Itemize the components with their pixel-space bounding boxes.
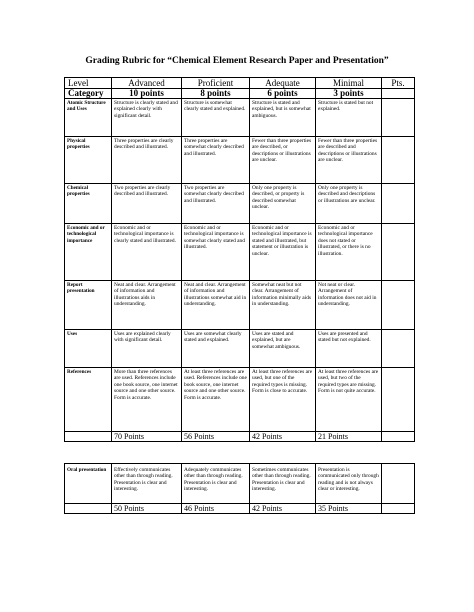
pts-cell bbox=[382, 464, 415, 504]
oral-total-minimal: 35 Points bbox=[316, 504, 382, 514]
total-minimal: 21 Points bbox=[316, 432, 382, 442]
rubric-cell: Adequately communicates other than through reading. Presentation is clear and interesting. bbox=[182, 464, 250, 504]
rubric-cell: Sometimes communicates other than through reading. Presentation is clear and interesting. bbox=[250, 464, 316, 504]
rubric-cell: Presentation is communicated only through reading and is not always clear or interesting. bbox=[316, 464, 382, 504]
rubric-cell: Uses are somewhat clearly stated and explained. bbox=[182, 330, 250, 368]
pts-cell bbox=[382, 184, 415, 224]
rubric-cell: Uses are stated and explained, but are somewhat ambiguous. bbox=[250, 330, 316, 368]
table-row bbox=[65, 184, 415, 224]
col-minimal-header: Minimal bbox=[316, 78, 382, 89]
rubric-cell: Two properties are clearly described and illustrated. bbox=[112, 184, 182, 224]
rubric-cell: More than three references are used. References include one book source, one internet source and one other source. Form is accurate. bbox=[112, 368, 182, 432]
rubric-cell: Only one property is described, or property is described somewhat unclear. bbox=[250, 184, 316, 224]
pts-header: Pts. bbox=[382, 78, 415, 89]
rubric-cell: At least three references are used, but two of the required types are missing. Form is not quite accurate. bbox=[316, 368, 382, 432]
row-category: Atomic Structure and Uses bbox=[65, 99, 112, 137]
oral-total-adequate: 42 Points bbox=[250, 504, 316, 514]
col-proficient-points: 8 points bbox=[182, 89, 250, 99]
pts-cell bbox=[382, 368, 415, 432]
rubric-cell: Structure is clearly stated and explained clearly with significant detail. bbox=[112, 99, 182, 137]
header-level-row bbox=[65, 78, 415, 89]
rubric-cell: Three properties are clearly described and illustrated. bbox=[112, 137, 182, 184]
table-row bbox=[65, 464, 415, 504]
rubric-cell: Neat and clear. Arrangement of information and illustrations somewhat aid in understanding. bbox=[182, 281, 250, 330]
rubric-cell: Not neat or clear. Arrangement of information does not aid in understanding. bbox=[316, 281, 382, 330]
oral-total-advanced: 50 Points bbox=[112, 504, 182, 514]
rubric-cell: Only one property is described and descriptions or illustrations are unclear. bbox=[316, 184, 382, 224]
table-row bbox=[65, 224, 415, 281]
col-adequate-points: 6 points bbox=[250, 89, 316, 99]
rubric-cell: Economic and or technological importance does not stated or illustrated, or there is no illustration. bbox=[316, 224, 382, 281]
page-title: Grading Rubric for “Chemical Element Research Paper and Presentation” bbox=[85, 56, 389, 66]
pts-cell bbox=[382, 224, 415, 281]
table-row bbox=[65, 99, 415, 137]
rubric-cell: Structure is somewhat clearly stated and explained. bbox=[182, 99, 250, 137]
level-header: Level bbox=[65, 78, 112, 89]
rubric-cell: Somewhat neat but not clear. Arrangement of information minimally aids in understanding. bbox=[250, 281, 316, 330]
rubric-cell: Effectively communicates other than through reading. Presentation is clear and interesting. bbox=[112, 464, 182, 504]
pts-cell bbox=[382, 137, 415, 184]
rubric-cell: Fewer than three properties are described and descriptions or illustrations are unclear. bbox=[316, 137, 382, 184]
col-advanced-header: Advanced bbox=[112, 78, 182, 89]
total-pts-blank bbox=[382, 432, 415, 442]
pts-cell bbox=[382, 330, 415, 368]
oral-presentation-table bbox=[64, 463, 415, 514]
table-row bbox=[65, 330, 415, 368]
rubric-table bbox=[64, 77, 415, 442]
row-category: Report presentation bbox=[65, 281, 112, 330]
rubric-cell: Economic and or technological importance is stated and illustrated, but statement or illustration is unclear. bbox=[250, 224, 316, 281]
col-proficient-header: Proficient bbox=[182, 78, 250, 89]
rubric-cell: Fewer than three properties are described, or descriptions or illustrations are unclear. bbox=[250, 137, 316, 184]
row-category: Uses bbox=[65, 330, 112, 368]
total-proficient: 56 Points bbox=[182, 432, 250, 442]
rubric-cell: Uses are explained clearly with significant detail. bbox=[112, 330, 182, 368]
row-category: Economic and or technological importance bbox=[65, 224, 112, 281]
totals-label-blank bbox=[65, 432, 112, 442]
rubric-cell: At least three references are used. References include one book source, one internet source and one other source. Form is accurate. bbox=[182, 368, 250, 432]
pts-cell bbox=[382, 99, 415, 137]
table-row bbox=[65, 137, 415, 184]
totals-label-blank bbox=[65, 504, 112, 514]
rubric-cell: At least three references are used, but one of the required types is missing. Form is close to accurate. bbox=[250, 368, 316, 432]
table-row bbox=[65, 281, 415, 330]
total-advanced: 70 Points bbox=[112, 432, 182, 442]
rubric-cell: Structure is stated and explained, but is somewhat ambiguous. bbox=[250, 99, 316, 137]
oral-total-pts-blank bbox=[382, 504, 415, 514]
totals-row bbox=[65, 504, 415, 514]
row-category: References bbox=[65, 368, 112, 432]
rubric-cell: Economic and or technological importance is somewhat clearly stated and illustrated. bbox=[182, 224, 250, 281]
col-advanced-points: 10 points bbox=[112, 89, 182, 99]
total-adequate: 42 Points bbox=[250, 432, 316, 442]
rubric-cell: Two properties are somewhat clearly described and illustrated. bbox=[182, 184, 250, 224]
row-category: Oral presentation bbox=[65, 464, 112, 504]
oral-total-proficient: 46 Points bbox=[182, 504, 250, 514]
category-header: Category bbox=[65, 89, 112, 99]
pts-cell bbox=[382, 281, 415, 330]
rubric-cell: Structure is stated but not explained. bbox=[316, 99, 382, 137]
row-category: Physical properties bbox=[65, 137, 112, 184]
rubric-cell: Neat and clear. Arrangement of information and illustrations aids in understanding. bbox=[112, 281, 182, 330]
rubric-cell: Economic and or technological importance is clearly stated and illustrated. bbox=[112, 224, 182, 281]
totals-row bbox=[65, 432, 415, 442]
rubric-cell: Three properties are somewhat clearly described and illustrated. bbox=[182, 137, 250, 184]
pts-points-blank bbox=[382, 89, 415, 99]
header-category-row bbox=[65, 89, 415, 99]
col-adequate-header: Adequate bbox=[250, 78, 316, 89]
row-category: Chemical properties bbox=[65, 184, 112, 224]
table-row bbox=[65, 368, 415, 432]
col-minimal-points: 3 points bbox=[316, 89, 382, 99]
rubric-cell: Uses are presented and stated but not explained. bbox=[316, 330, 382, 368]
